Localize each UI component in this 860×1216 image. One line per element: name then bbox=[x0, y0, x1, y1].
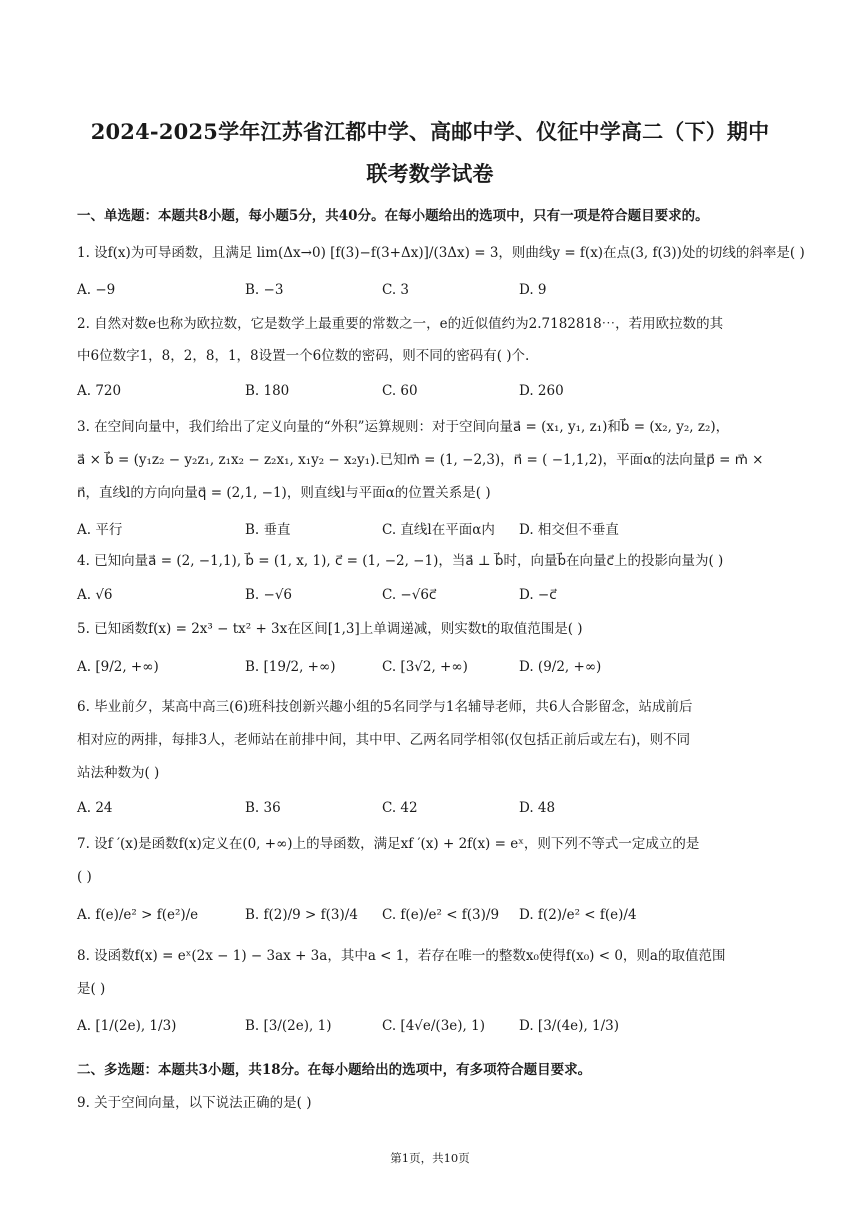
exam-title-line1: 2024-2025学年江苏省江都中学、高邮中学、仪征中学高二（下）期中 bbox=[90, 119, 770, 144]
question-7-options bbox=[77, 907, 783, 927]
option-c: C. 42 bbox=[382, 800, 418, 816]
question-9 bbox=[77, 1094, 783, 1112]
question-1-options bbox=[77, 282, 783, 302]
question-text-line: 6. 毕业前夕，某高中高三(6)班科技创新兴趣小组的5名同学与1名辅导老师，共6人合影留念，站成前后 bbox=[77, 699, 693, 715]
option-a: A. [9/2, +∞) bbox=[77, 659, 159, 675]
question-4-options bbox=[77, 587, 783, 607]
section-heading-single-choice: 一、单选题：本题共8小题，每小题5分，共40分。在每小题给出的选项中，只有一项是符合题目要求的。 bbox=[77, 208, 709, 224]
question-8-options bbox=[77, 1018, 783, 1038]
question-text-line: 相对应的两排，每排3人，老师站在前排中间，其中甲、乙两名同学相邻(仅包括正前后或左右)，则不同 bbox=[77, 732, 691, 748]
option-d: D. [3/(4e), 1/3) bbox=[519, 1018, 620, 1034]
option-d: D. 相交但不垂直 bbox=[519, 522, 619, 538]
question-4 bbox=[77, 552, 783, 570]
option-b: B. [19/2, +∞) bbox=[245, 659, 336, 675]
section-heading-multiple-choice: 二、多选题：本题共3小题，共18分。在每小题给出的选项中，有多项符合题目要求。 bbox=[77, 1062, 592, 1078]
option-c: C. 60 bbox=[382, 383, 418, 399]
option-b: B. 180 bbox=[245, 383, 290, 399]
question-text-line: ( ) bbox=[77, 869, 92, 885]
question-text-line: 8. 设函数f(x) = eˣ(2x − 1) − 3ax + 3a，其中a < 1，若存在唯一的整数x₀使得f(x₀) < 0，则a的取值范围 bbox=[77, 948, 726, 964]
question-text-line: 5. 已知函数f(x) = 2x³ − tx² + 3x在区间[1,3]上单调递减，则实数t的取值范围是( ) bbox=[77, 621, 583, 637]
option-c: C. [4√e/(3e), 1) bbox=[382, 1018, 485, 1034]
option-d: D. −c⃗ bbox=[519, 587, 557, 603]
option-c: C. −√6c⃗ bbox=[382, 587, 437, 603]
question-7 bbox=[77, 835, 783, 886]
exam-title-line2: 联考数学试卷 bbox=[366, 161, 494, 186]
question-3 bbox=[77, 418, 783, 502]
question-text-line: 7. 设f ′(x)是函数f(x)定义在(0, +∞)上的导函数，满足xf ′(x) + 2f(x) = eˣ，则下列不等式一定成立的是 bbox=[77, 836, 700, 852]
question-2-options bbox=[77, 383, 783, 403]
option-a: A. 720 bbox=[77, 383, 122, 399]
option-a: A. f(e)/e² > f(e²)/e bbox=[77, 907, 199, 923]
option-d: D. 260 bbox=[519, 383, 564, 399]
option-b: B. −3 bbox=[245, 282, 284, 298]
question-text-line: 3. 在空间向量中，我们给出了定义向量的“外积”运算规则：对于空间向量a⃗ = (x₁, y₁, z₁)和b⃗ = (x₂, y₂, z₂)， bbox=[77, 419, 730, 435]
option-c: C. 直线l在平面α内 bbox=[382, 522, 495, 538]
option-d: D. f(2)/e² < f(e)/4 bbox=[519, 907, 637, 923]
option-b: B. [3/(2e), 1) bbox=[245, 1018, 332, 1034]
question-text-line: 中6位数字1，8，2，8，1，8设置一个6位数的密码，则不同的密码有( )个. bbox=[77, 348, 530, 364]
question-1 bbox=[77, 244, 805, 262]
page-footer: 第1页，共10页 bbox=[390, 1151, 470, 1165]
option-b: B. −√6 bbox=[245, 587, 293, 603]
question-8 bbox=[77, 947, 783, 998]
option-d: D. 9 bbox=[519, 282, 547, 298]
question-2 bbox=[77, 315, 783, 365]
question-text-line: n⃗，直线l的方向向量q⃗ = (2,1, −1)，则直线l与平面α的位置关系是( ) bbox=[77, 485, 491, 501]
question-text-line: 1. 设f(x)为可导函数，且满足 lim(Δx→0) [f(3)−f(3+Δx)]/(3Δx) = 3，则曲线y = f(x)在点(3, f(3))处的切线的斜率是( ) bbox=[77, 245, 805, 261]
question-3-options bbox=[77, 518, 783, 538]
option-a: A. 平行 bbox=[77, 522, 123, 538]
question-text-line: a⃗ × b⃗ = (y₁z₂ − y₂z₁, z₁x₂ − z₂x₁, x₁y₂ − x₂y₁).已知m⃗ = (1, −2,3)，n⃗ = ( −1,1,2)，平面α的法向量p⃗ = m⃗ × bbox=[77, 452, 764, 468]
question-6-options bbox=[77, 800, 783, 820]
option-c: C. 3 bbox=[382, 282, 410, 298]
option-a: A. −9 bbox=[77, 282, 116, 298]
question-6 bbox=[77, 698, 783, 782]
option-c: C. [3√2, +∞) bbox=[382, 659, 468, 675]
option-d: D. (9/2, +∞) bbox=[519, 659, 602, 675]
question-5 bbox=[77, 620, 783, 638]
question-5-options bbox=[77, 659, 783, 679]
option-c: C. f(e)/e² < f(3)/9 bbox=[382, 907, 500, 923]
question-text-line: 4. 已知向量a⃗ = (2, −1,1), b⃗ = (1, x, 1), c⃗ = (1, −2, −1)，当a⃗ ⊥ b⃗时，向量b⃗在向量c⃗上的投影向量为( ) bbox=[77, 553, 724, 569]
question-text-line: 9. 关于空间向量，以下说法正确的是( ) bbox=[77, 1095, 312, 1111]
option-a: A. [1/(2e), 1/3) bbox=[77, 1018, 177, 1034]
option-d: D. 48 bbox=[519, 800, 556, 816]
question-text-line: 2. 自然对数e也称为欧拉数，它是数学上最重要的常数之一，e的近似值约为2.7182818⋯，若用欧拉数的其 bbox=[77, 316, 724, 332]
option-b: B. 垂直 bbox=[245, 522, 291, 538]
option-a: A. √6 bbox=[77, 587, 113, 603]
option-b: B. f(2)/9 > f(3)/4 bbox=[245, 907, 358, 923]
option-b: B. 36 bbox=[245, 800, 281, 816]
option-a: A. 24 bbox=[77, 800, 113, 816]
question-text-line: 是( ) bbox=[77, 981, 106, 997]
question-text-line: 站法种数为( ) bbox=[77, 765, 160, 781]
